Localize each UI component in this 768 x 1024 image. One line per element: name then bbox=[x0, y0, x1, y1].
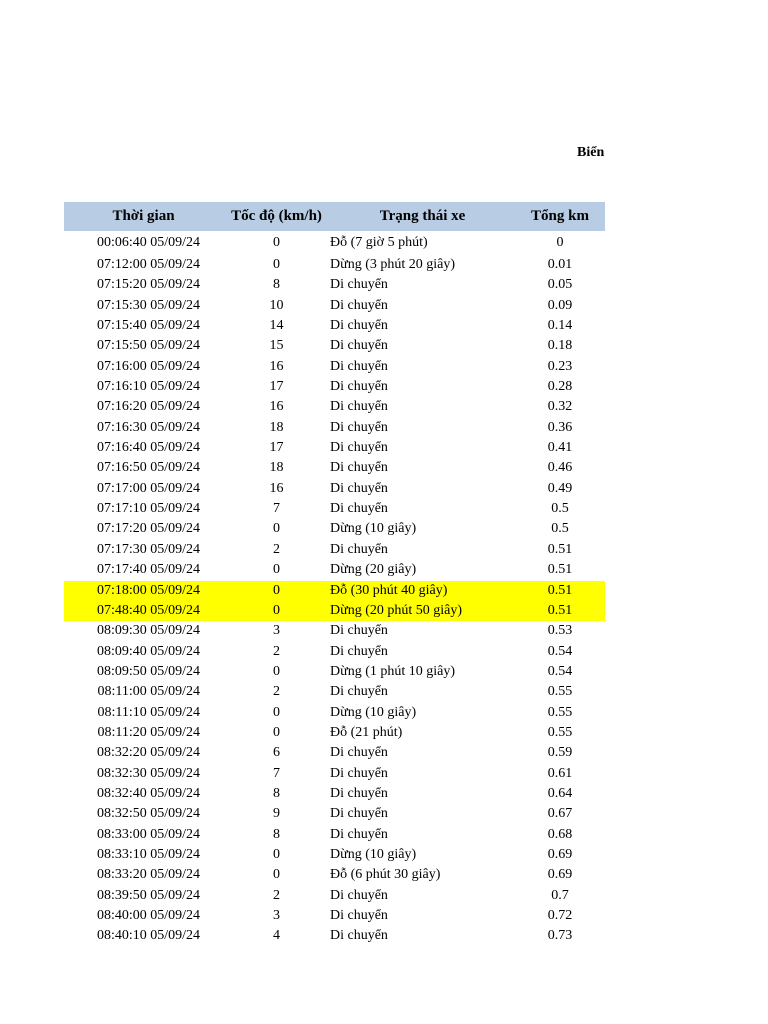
cell-speed: 2 bbox=[273, 887, 280, 903]
cell-total-km: 0 bbox=[556, 235, 564, 250]
table-row bbox=[64, 743, 605, 763]
cell-status: Di chuyển bbox=[330, 643, 388, 659]
cell-speed: 0 bbox=[273, 704, 280, 720]
cell-status: Dừng (3 phút 20 giây) bbox=[330, 257, 456, 272]
cell-speed: 18 bbox=[269, 419, 284, 435]
cell-speed: 16 bbox=[269, 399, 284, 415]
table-row bbox=[64, 499, 605, 519]
cell-total-km: 0.69 bbox=[547, 867, 573, 883]
cell-speed: 16 bbox=[269, 358, 284, 374]
cell-total-km: 0.55 bbox=[547, 684, 573, 700]
cell-total-km: 0.36 bbox=[547, 419, 573, 435]
cell-time: 07:15:20 05/09/24 bbox=[96, 277, 200, 293]
cell-total-km: 0.5 bbox=[551, 501, 569, 517]
cell-total-km: 0.69 bbox=[547, 846, 573, 862]
cell-speed: 17 bbox=[269, 379, 284, 395]
cell-time: 08:40:00 05/09/24 bbox=[96, 908, 200, 923]
cell-status: Di chuyển bbox=[330, 765, 388, 781]
cell-speed: 0 bbox=[273, 867, 280, 883]
cell-speed: 0 bbox=[273, 257, 280, 272]
cell-time: 08:09:40 05/09/24 bbox=[96, 643, 200, 659]
table-row bbox=[64, 886, 605, 906]
cell-time: 07:15:40 05/09/24 bbox=[96, 318, 200, 334]
cell-status: Đỗ (21 phút) bbox=[330, 724, 403, 740]
cell-time: 08:32:50 05/09/24 bbox=[96, 806, 200, 822]
cell-speed: 8 bbox=[273, 277, 280, 293]
cell-time: 07:16:00 05/09/24 bbox=[96, 358, 200, 374]
cell-speed: 2 bbox=[273, 541, 280, 557]
cell-status: Di chuyển bbox=[330, 826, 388, 842]
cell-status: Đỗ (6 phút 30 giây) bbox=[330, 867, 441, 883]
cell-speed: 4 bbox=[273, 928, 280, 944]
cell-status: Dừng (1 phút 10 giây) bbox=[330, 663, 456, 679]
cell-time: 00:06:40 05/09/24 bbox=[96, 235, 200, 250]
table-row bbox=[64, 682, 605, 702]
cell-speed: 3 bbox=[273, 908, 280, 923]
cell-status: Di chuyển bbox=[330, 460, 388, 476]
table-row bbox=[64, 458, 605, 478]
cell-total-km: 0.61 bbox=[547, 765, 573, 781]
cell-total-km: 0.55 bbox=[547, 704, 573, 720]
cell-status: Di chuyển bbox=[330, 785, 388, 801]
cell-speed: 7 bbox=[273, 501, 280, 517]
header-speed: Tốc độ (km/h) bbox=[231, 208, 322, 224]
cell-status: Di chuyển bbox=[330, 684, 388, 700]
header-status: Trạng thái xe bbox=[379, 208, 466, 224]
table-row bbox=[64, 336, 605, 356]
cell-total-km: 0.51 bbox=[547, 602, 573, 618]
table-row bbox=[64, 581, 605, 601]
cell-status: Dừng (10 giây) bbox=[330, 846, 417, 862]
cell-time: 07:17:10 05/09/24 bbox=[96, 501, 200, 517]
cell-total-km: 0.41 bbox=[547, 440, 573, 456]
cell-time: 07:17:40 05/09/24 bbox=[96, 562, 200, 578]
cell-total-km: 0.51 bbox=[547, 562, 573, 578]
cell-time: 08:32:20 05/09/24 bbox=[96, 745, 200, 761]
table-row bbox=[64, 540, 605, 560]
cell-total-km: 0.01 bbox=[547, 257, 573, 272]
cell-time: 08:11:10 05/09/24 bbox=[97, 704, 200, 720]
cell-status: Di chuyển bbox=[330, 277, 388, 293]
cell-total-km: 0.55 bbox=[547, 724, 573, 740]
cell-speed: 18 bbox=[269, 460, 284, 476]
table-row bbox=[64, 926, 605, 946]
cell-speed: 0 bbox=[273, 235, 280, 250]
cell-status: Di chuyển bbox=[330, 440, 388, 456]
cell-time: 07:16:40 05/09/24 bbox=[96, 440, 200, 456]
table-row bbox=[64, 479, 605, 499]
table-row bbox=[64, 845, 605, 865]
cell-total-km: 0.7 bbox=[551, 887, 569, 903]
cell-time: 08:09:50 05/09/24 bbox=[96, 663, 200, 679]
cell-speed: 0 bbox=[273, 846, 280, 862]
cell-time: 07:16:50 05/09/24 bbox=[96, 460, 200, 476]
cell-time: 07:16:10 05/09/24 bbox=[96, 379, 200, 395]
cell-status: Di chuyển bbox=[330, 745, 388, 761]
cell-total-km: 0.53 bbox=[547, 623, 573, 639]
cell-speed: 6 bbox=[273, 745, 280, 761]
cell-status: Di chuyển bbox=[330, 501, 388, 517]
cell-time: 07:15:50 05/09/24 bbox=[96, 338, 200, 354]
cell-total-km: 0.18 bbox=[547, 338, 573, 354]
cell-time: 08:33:20 05/09/24 bbox=[96, 867, 200, 883]
cell-total-km: 0.73 bbox=[547, 928, 573, 944]
cell-time: 07:18:00 05/09/24 bbox=[96, 582, 200, 598]
table-row bbox=[64, 296, 605, 316]
cell-status: Di chuyển bbox=[330, 419, 388, 435]
cell-speed: 16 bbox=[269, 480, 284, 496]
table-row bbox=[64, 519, 605, 539]
cell-status: Di chuyển bbox=[330, 806, 388, 822]
cell-total-km: 0.54 bbox=[547, 643, 573, 659]
table-row bbox=[64, 621, 605, 641]
cell-speed: 0 bbox=[273, 663, 280, 679]
cell-time: 07:16:30 05/09/24 bbox=[96, 419, 200, 435]
table-row bbox=[64, 601, 605, 621]
cell-time: 08:33:10 05/09/24 bbox=[96, 846, 200, 862]
cell-time: 07:12:00 05/09/24 bbox=[96, 257, 200, 272]
cell-time: 07:17:20 05/09/24 bbox=[96, 521, 200, 537]
cell-time: 08:40:10 05/09/24 bbox=[96, 928, 200, 944]
cell-total-km: 0.72 bbox=[547, 908, 573, 923]
cell-speed: 14 bbox=[269, 318, 284, 334]
table-row bbox=[64, 255, 605, 275]
cell-status: Di chuyển bbox=[330, 297, 388, 313]
cell-total-km: 0.5 bbox=[551, 521, 569, 537]
cell-total-km: 0.64 bbox=[547, 785, 573, 801]
cell-status: Di chuyển bbox=[330, 887, 388, 903]
table-row bbox=[64, 560, 605, 580]
cell-speed: 10 bbox=[269, 297, 284, 313]
cell-status: Đỗ (7 giờ 5 phút) bbox=[330, 235, 428, 250]
cell-total-km: 0.05 bbox=[547, 277, 573, 293]
cell-status: Di chuyển bbox=[330, 318, 388, 334]
cell-status: Dừng (10 giây) bbox=[330, 704, 417, 720]
table-row bbox=[64, 316, 605, 336]
table-row bbox=[64, 804, 605, 824]
cell-total-km: 0.54 bbox=[547, 663, 573, 679]
table-row bbox=[64, 764, 605, 784]
table-row bbox=[64, 723, 605, 743]
cell-total-km: 0.67 bbox=[547, 806, 573, 822]
cell-speed: 2 bbox=[273, 643, 280, 659]
cell-status: Di chuyển bbox=[330, 358, 388, 374]
table-row bbox=[64, 438, 605, 458]
table-body bbox=[64, 233, 605, 947]
cell-time: 07:15:30 05/09/24 bbox=[96, 297, 200, 313]
header-time: Thời gian bbox=[112, 208, 175, 224]
cell-status: Di chuyển bbox=[330, 399, 388, 415]
cell-total-km: 0.49 bbox=[547, 480, 573, 496]
cell-total-km: 0.23 bbox=[547, 358, 573, 374]
cell-time: 07:17:00 05/09/24 bbox=[96, 480, 200, 496]
cell-status: Dừng (20 giây) bbox=[330, 562, 417, 578]
cell-speed: 0 bbox=[273, 582, 280, 598]
cell-speed: 8 bbox=[273, 785, 280, 801]
cell-time: 08:33:00 05/09/24 bbox=[96, 826, 200, 842]
cell-time: 08:09:30 05/09/24 bbox=[96, 623, 200, 639]
table-row bbox=[64, 703, 605, 723]
cell-speed: 15 bbox=[269, 338, 284, 354]
cell-time: 08:11:20 05/09/24 bbox=[97, 724, 200, 740]
cell-speed: 2 bbox=[273, 684, 280, 700]
table-row bbox=[64, 233, 605, 255]
cell-time: 08:39:50 05/09/24 bbox=[96, 887, 200, 903]
vehicle-log-table bbox=[64, 202, 605, 947]
table-row bbox=[64, 397, 605, 417]
table-row bbox=[64, 784, 605, 804]
cell-status: Dừng (10 giây) bbox=[330, 521, 417, 537]
cell-speed: 9 bbox=[273, 806, 280, 822]
cell-speed: 7 bbox=[273, 765, 280, 781]
cell-time: 08:32:30 05/09/24 bbox=[96, 765, 200, 781]
cell-speed: 0 bbox=[273, 521, 280, 537]
cell-status: Di chuyển bbox=[330, 623, 388, 639]
cell-total-km: 0.32 bbox=[547, 399, 573, 415]
cell-speed: 0 bbox=[273, 602, 280, 618]
cell-total-km: 0.46 bbox=[547, 460, 573, 476]
cell-total-km: 0.68 bbox=[547, 826, 573, 842]
cell-total-km: 0.14 bbox=[547, 318, 573, 334]
cell-status: Đỗ (30 phút 40 giây) bbox=[330, 582, 448, 598]
cell-speed: 0 bbox=[273, 724, 280, 740]
table-row bbox=[64, 825, 605, 845]
cell-time: 08:32:40 05/09/24 bbox=[96, 785, 200, 801]
table-row bbox=[64, 865, 605, 885]
cell-speed: 8 bbox=[273, 826, 280, 842]
cell-speed: 0 bbox=[273, 562, 280, 578]
cell-speed: 17 bbox=[269, 440, 284, 456]
cell-status: Di chuyển bbox=[330, 928, 388, 944]
table-row bbox=[64, 275, 605, 295]
cell-total-km: 0.09 bbox=[547, 297, 573, 313]
cell-time: 07:48:40 05/09/24 bbox=[96, 602, 200, 618]
cell-total-km: 0.28 bbox=[547, 379, 573, 395]
cell-status: Di chuyển bbox=[330, 379, 388, 395]
cell-total-km: 0.59 bbox=[547, 745, 573, 761]
header-total-km: Tổng km bbox=[531, 208, 589, 224]
cell-time: 08:11:00 05/09/24 bbox=[97, 684, 200, 700]
cell-status: Dừng (20 phút 50 giây) bbox=[330, 602, 463, 618]
table-row bbox=[64, 642, 605, 662]
cell-time: 07:17:30 05/09/24 bbox=[96, 541, 200, 557]
table-row bbox=[64, 377, 605, 397]
cell-status: Di chuyển bbox=[330, 908, 388, 923]
table-row bbox=[64, 418, 605, 438]
cell-status: Di chuyển bbox=[330, 338, 388, 354]
cell-status: Di chuyển bbox=[330, 480, 388, 496]
table-header-row bbox=[64, 202, 605, 231]
cell-speed: 3 bbox=[273, 623, 280, 639]
table-row bbox=[64, 906, 605, 926]
cell-total-km: 0.51 bbox=[547, 582, 573, 598]
cell-status: Di chuyển bbox=[330, 541, 388, 557]
page-title-fragment: Biển bbox=[577, 145, 605, 160]
table-row bbox=[64, 662, 605, 682]
table-row bbox=[64, 357, 605, 377]
cell-total-km: 0.51 bbox=[547, 541, 573, 557]
cell-time: 07:16:20 05/09/24 bbox=[96, 399, 200, 415]
